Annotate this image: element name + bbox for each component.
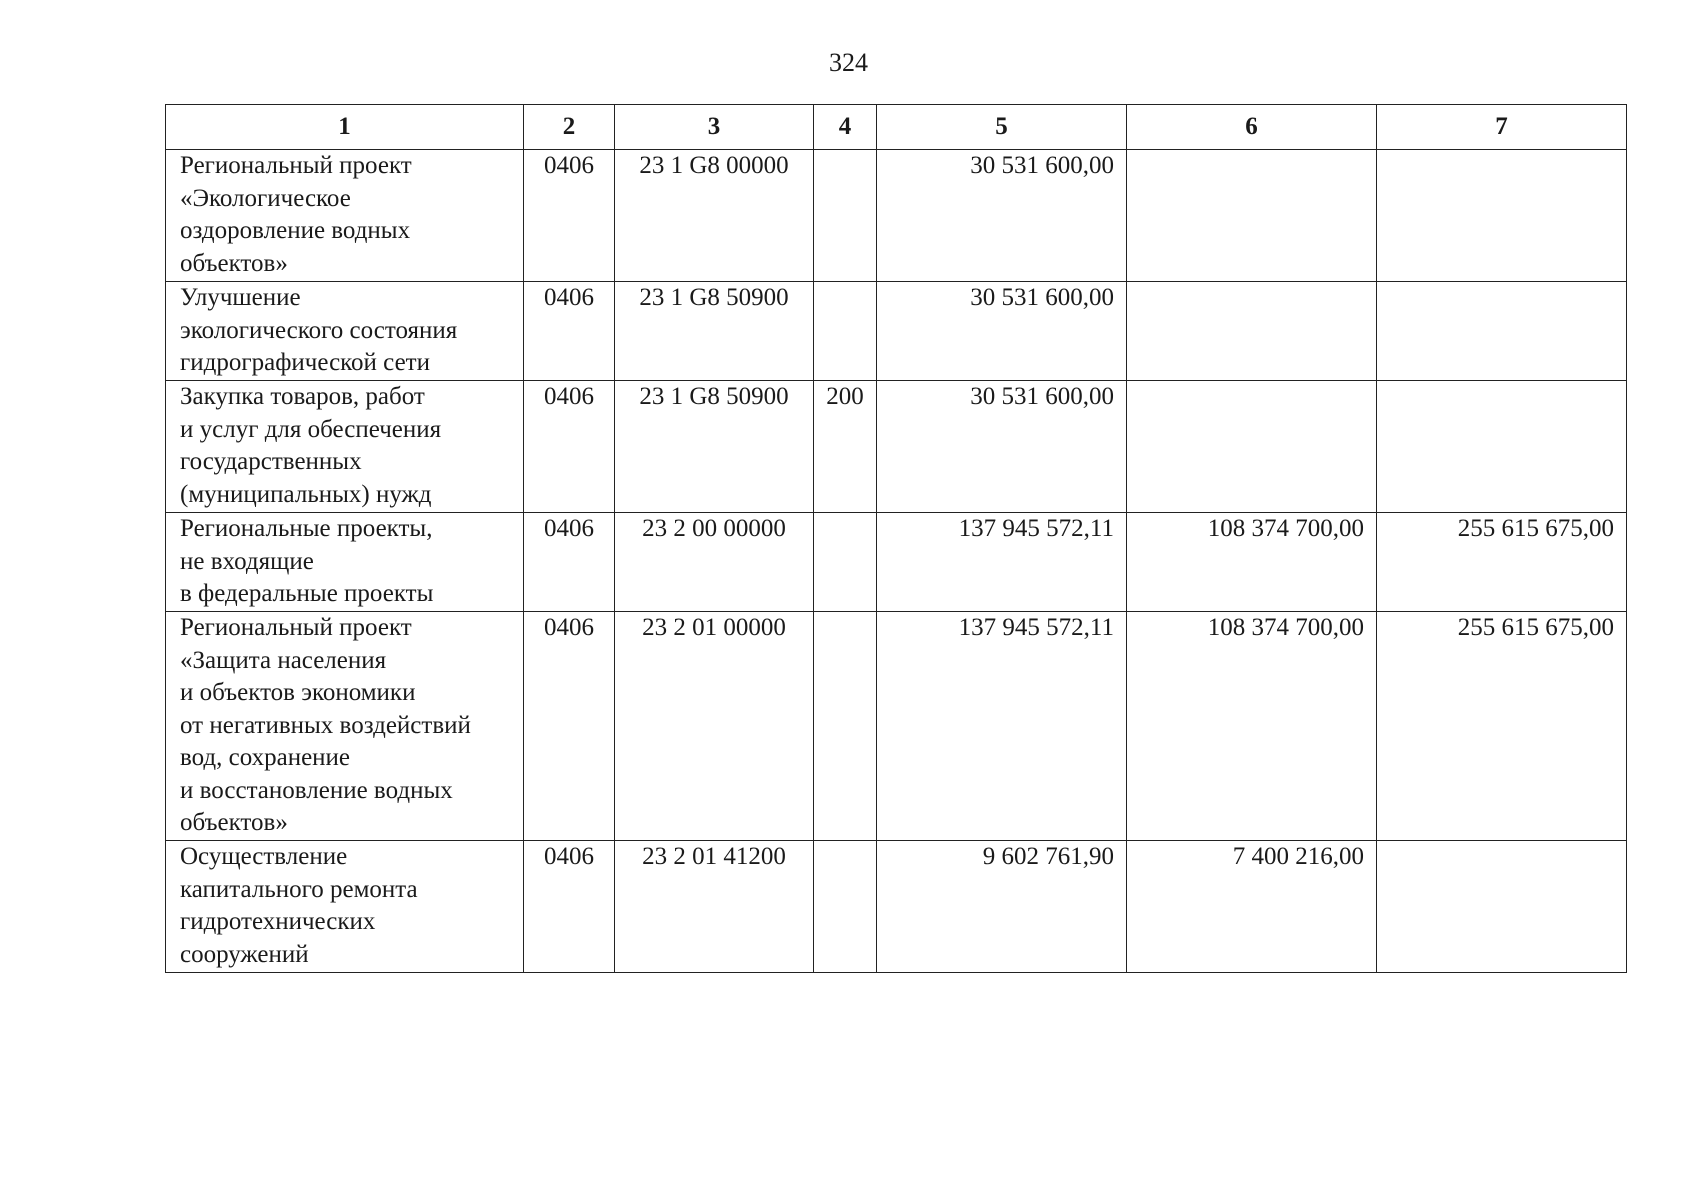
- row-sum-year3-cell: 255 615 675,00: [1377, 513, 1627, 612]
- row-sum-year3-cell: [1377, 381, 1627, 513]
- table-row: [166, 841, 1627, 973]
- column-header-1: 1: [166, 105, 524, 150]
- row-type-cell: [814, 150, 877, 282]
- row-code-cell: 23 2 01 41200: [615, 841, 814, 973]
- column-header-5: 5: [877, 105, 1127, 150]
- row-sum-year1-cell: 9 602 761,90: [877, 841, 1127, 973]
- row-sum-year1-cell: 137 945 572,11: [877, 513, 1127, 612]
- row-code-cell: 23 2 00 00000: [615, 513, 814, 612]
- row-sum-year1-cell: 30 531 600,00: [877, 282, 1127, 381]
- row-sum-year3-cell: 255 615 675,00: [1377, 612, 1627, 841]
- column-header-2: 2: [524, 105, 615, 150]
- row-type-cell: [814, 282, 877, 381]
- row-type-cell: [814, 612, 877, 841]
- column-header-6: 6: [1127, 105, 1377, 150]
- row-sum-year2-cell: 7 400 216,00: [1127, 841, 1377, 973]
- table-row: [166, 381, 1627, 513]
- table-header-row: [166, 105, 1627, 150]
- row-sum-year2-cell: [1127, 282, 1377, 381]
- row-code-cell: 23 1 G8 50900: [615, 282, 814, 381]
- row-sum-year1-cell: 30 531 600,00: [877, 381, 1127, 513]
- row-sum-year2-cell: [1127, 381, 1377, 513]
- column-header-7: 7: [1377, 105, 1627, 150]
- row-sum-year2-cell: 108 374 700,00: [1127, 612, 1377, 841]
- row-section-cell: 0406: [524, 282, 615, 381]
- row-name-cell: Региональный проект «Защита населения и объектов экономики от негативных воздействий вод, сохранение и восстановление водных объектов»: [166, 612, 524, 841]
- column-header-4: 4: [814, 105, 877, 150]
- row-name-cell: Улучшение экологического состояния гидрографической сети: [166, 282, 524, 381]
- row-name-cell: Региональный проект «Экологическое оздоровление водных объектов»: [166, 150, 524, 282]
- row-sum-year3-cell: [1377, 150, 1627, 282]
- row-sum-year1-cell: 137 945 572,11: [877, 612, 1127, 841]
- row-section-cell: 0406: [524, 513, 615, 612]
- row-name-cell: Закупка товаров, работ и услуг для обеспечения государственных (муниципальных) нужд: [166, 381, 524, 513]
- row-sum-year1-cell: 30 531 600,00: [877, 150, 1127, 282]
- table-row: [166, 513, 1627, 612]
- row-code-cell: 23 2 01 00000: [615, 612, 814, 841]
- row-section-cell: 0406: [524, 612, 615, 841]
- budget-table: [165, 104, 1627, 973]
- row-code-cell: 23 1 G8 50900: [615, 381, 814, 513]
- row-sum-year3-cell: [1377, 282, 1627, 381]
- row-type-cell: [814, 841, 877, 973]
- row-name-cell: Осуществление капитального ремонта гидротехнических сооружений: [166, 841, 524, 973]
- table-row: [166, 282, 1627, 381]
- table-row: [166, 612, 1627, 841]
- row-sum-year3-cell: [1377, 841, 1627, 973]
- table-row: [166, 150, 1627, 282]
- page-number: 324: [829, 48, 868, 77]
- row-sum-year2-cell: 108 374 700,00: [1127, 513, 1377, 612]
- row-section-cell: 0406: [524, 841, 615, 973]
- row-name-cell: Региональные проекты, не входящие в федеральные проекты: [166, 513, 524, 612]
- row-type-cell: [814, 513, 877, 612]
- row-sum-year2-cell: [1127, 150, 1377, 282]
- row-code-cell: 23 1 G8 00000: [615, 150, 814, 282]
- column-header-3: 3: [615, 105, 814, 150]
- row-section-cell: 0406: [524, 381, 615, 513]
- row-section-cell: 0406: [524, 150, 615, 282]
- row-type-cell: 200: [814, 381, 877, 513]
